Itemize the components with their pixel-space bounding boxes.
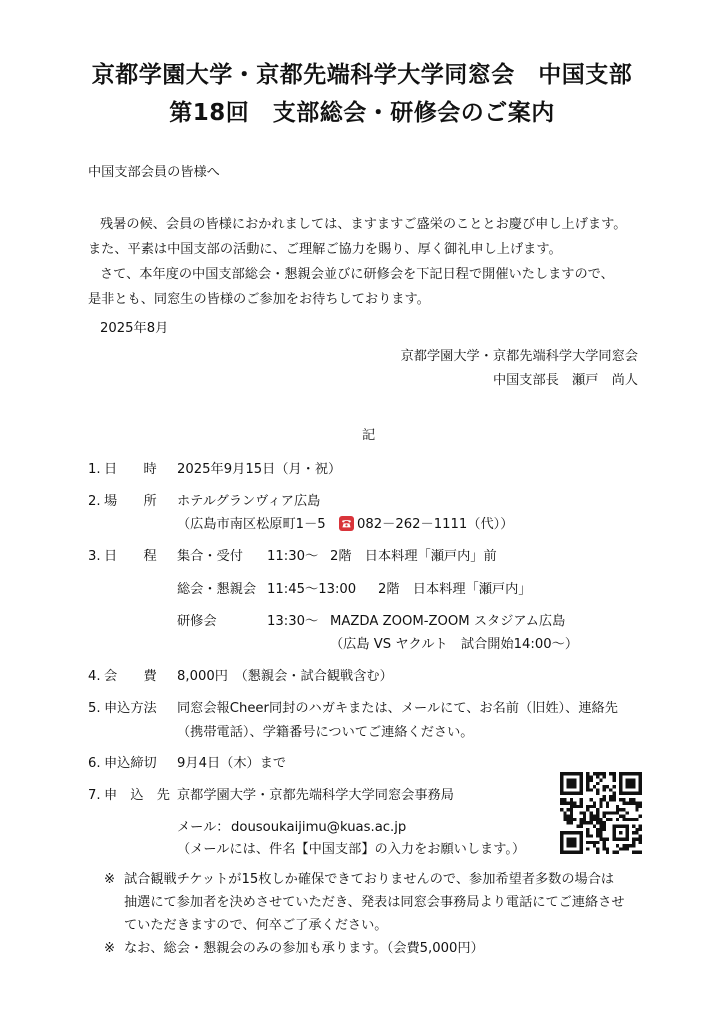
item-2-label: 場 所 bbox=[104, 494, 157, 509]
body-line-3: さて、本年度の中国支部総会・懇親会並びに研修会を下記日程で開催いたしますので、 bbox=[100, 267, 614, 282]
item-4-value: 8,000円 （懇親会・試合観戦含む） bbox=[177, 669, 393, 684]
schedule-row-2-time: 11:45～13:00 bbox=[267, 582, 357, 597]
body-line-4: 是非とも、同窓生の皆様のご参加をお待ちしております。 bbox=[88, 292, 430, 307]
item-2-number: 2. bbox=[88, 494, 101, 509]
item-5-value-line-2: （携帯電話）、学籍番号についてご連絡ください。 bbox=[177, 725, 474, 740]
qr-code-icon bbox=[560, 772, 642, 854]
schedule-row-2-detail: 2階 日本料理「瀬戸内」 bbox=[378, 582, 532, 597]
note-2-mark: ※ bbox=[104, 941, 116, 956]
contact-mail-label: メール： bbox=[177, 820, 230, 835]
item-6-number: 6. bbox=[88, 756, 101, 771]
item-4-number: 4. bbox=[88, 669, 101, 684]
sender-name: 中国支部長 瀬戸 尚人 bbox=[492, 373, 638, 388]
schedule-row-3-name: 研修会 bbox=[177, 614, 217, 629]
note-1-mark: ※ bbox=[104, 872, 116, 887]
contact-mail-note: （メールには、件名【中国支部】の入力をお願いします。） bbox=[177, 842, 526, 857]
note-1-line-1: 試合観戦チケットが15枚しか確保できておりませんので、参加希望者多数の場合は bbox=[124, 872, 615, 887]
item-6-value: 9月4日（木）まで bbox=[177, 756, 287, 771]
schedule-row-1-detail: 2階 日本料理「瀬戸内」前 bbox=[330, 549, 497, 564]
salutation: 中国支部会員の皆様へ bbox=[88, 165, 220, 180]
item-2-value: ホテルグランヴィア広島 bbox=[177, 494, 321, 509]
sender-org: 京都学園大学・京都先端科学大学同窓会 bbox=[400, 349, 638, 364]
body-line-2: また、平素は中国支部の活動に、ご理解ご協力を賜り、厚く御礼申し上げます。 bbox=[88, 242, 562, 257]
qr-code-modules bbox=[560, 772, 642, 854]
body-line-1: 残暑の候、会員の皆様におかれましては、ますますご盛栄のこととお慶び申し上げます。 bbox=[100, 217, 627, 232]
item-7-value: 京都学園大学・京都先端科学大学同窓会事務局 bbox=[177, 788, 454, 803]
note-2-line: なお、総会・懇親会のみの参加も承ります。（会費5,000円） bbox=[124, 941, 484, 956]
schedule-row-3-time: 13:30～ bbox=[267, 614, 319, 629]
note-1-line-2: 抽選にて参加者を決めさせていただき、発表は同窓会事務局より電話にてご連絡させ bbox=[124, 895, 625, 910]
title-line-2: 第18回 支部総会・研修会のご案内 bbox=[169, 100, 555, 126]
ki-mark: 記 bbox=[362, 428, 376, 443]
item-5-label: 申込方法 bbox=[104, 701, 157, 716]
venue-phone: 082－262－1111（代）） bbox=[357, 517, 514, 532]
schedule-row-1-name: 集合・受付 bbox=[177, 549, 243, 564]
item-3-number: 3. bbox=[88, 549, 101, 564]
item-7-number: 7. bbox=[88, 788, 101, 803]
item-1-value: 2025年9月15日（月・祝） bbox=[177, 462, 342, 477]
item-6-label: 申込締切 bbox=[104, 756, 157, 771]
schedule-row-3-detail: MAZDA ZOOM-ZOOM スタジアム広島 bbox=[330, 614, 566, 629]
telephone-icon bbox=[339, 516, 354, 531]
item-1-number: 1. bbox=[88, 462, 101, 477]
item-3-label: 日 程 bbox=[104, 549, 157, 564]
item-5-value-line-1: 同窓会報Cheer同封のハガキまたは、メールにて、お名前（旧姓）、連絡先 bbox=[177, 701, 618, 716]
item-7-label: 申 込 先 bbox=[104, 788, 170, 803]
schedule-note: （広島 VS ヤクルト 試合開始14:00～） bbox=[330, 637, 579, 652]
venue-address: （広島市南区松原町1－5 bbox=[177, 517, 326, 532]
schedule-row-1-time: 11:30～ bbox=[267, 549, 319, 564]
item-1-label: 日 時 bbox=[104, 462, 157, 477]
title-line-1: 京都学園大学・京都先端科学大学同窓会 中国支部 bbox=[91, 62, 633, 88]
contact-mail-address[interactable]: dousoukaijimu@kuas.ac.jp bbox=[231, 820, 407, 835]
item-5-number: 5. bbox=[88, 701, 101, 716]
note-1-line-3: ていただきますので、何卒ご了承ください。 bbox=[124, 918, 388, 933]
letter-date: 2025年8月 bbox=[100, 321, 169, 336]
schedule-row-2-name: 総会・懇親会 bbox=[177, 582, 257, 597]
item-4-label: 会 費 bbox=[104, 669, 157, 684]
